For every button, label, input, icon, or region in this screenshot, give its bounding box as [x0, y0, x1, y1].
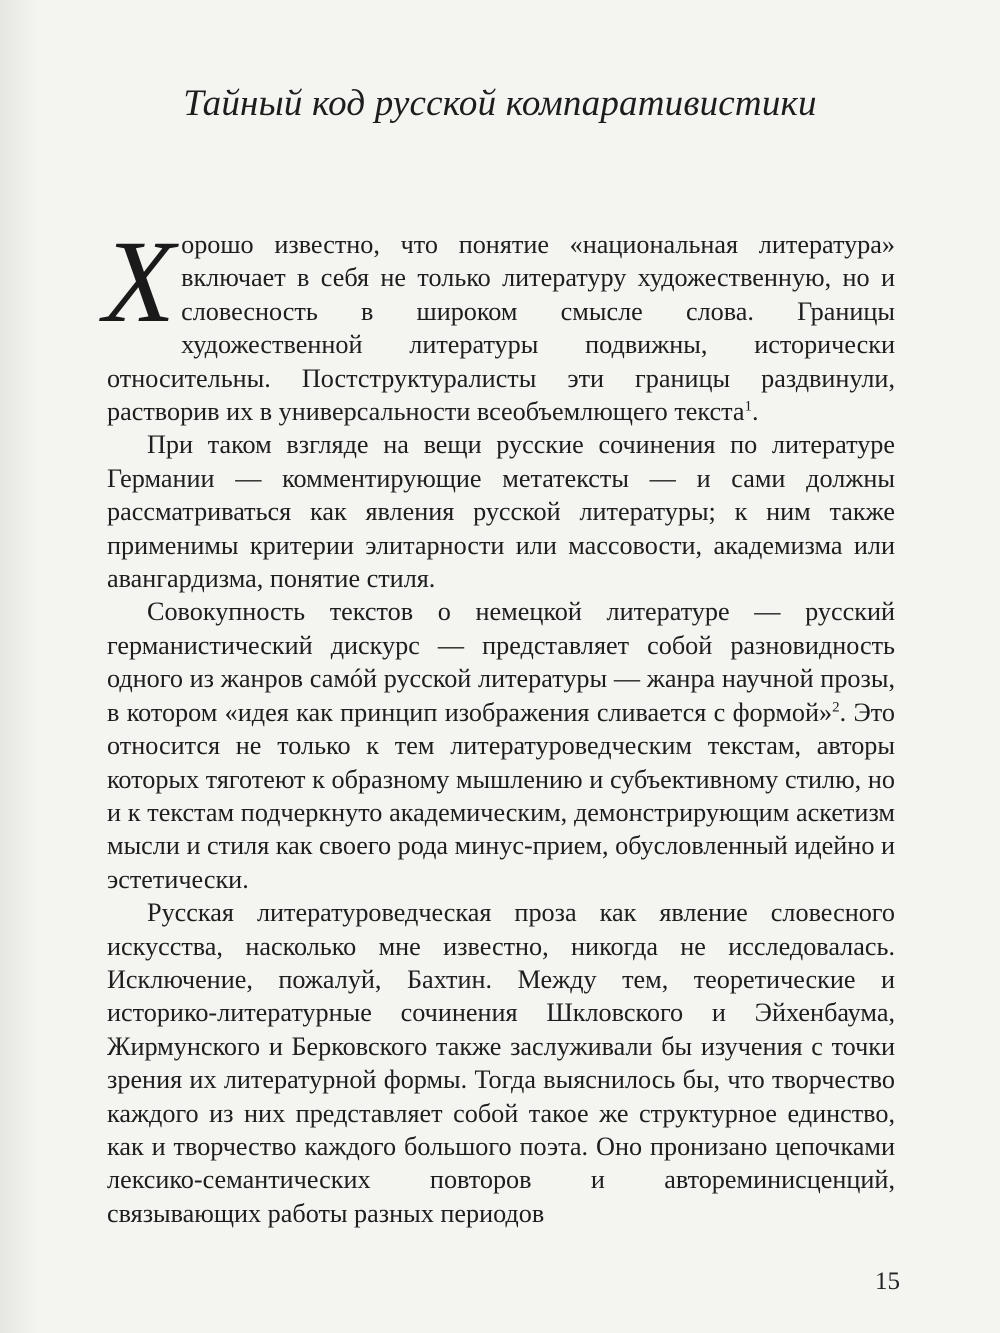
paragraph-3	[107, 595, 895, 896]
paragraph-1	[103, 216, 895, 428]
page-number: 15	[875, 1268, 900, 1295]
paragraph-text-tail: . Это относится не только к тем литературоведческим текстам, авторы которых тяготеют к образному мышлению и субъективному стилю, но и к текстам подчеркнуто академическим, демонстрирующим аскетизм мысли и стиля как своего рода минус-прием, обусловленный идейно и эстетически.	[107, 697, 895, 894]
paragraph-text-tail: .	[751, 397, 759, 427]
chapter-title: Тайный код русской компаративистики	[183, 83, 817, 124]
paragraph-text: орошо известно, что понятие «национальная литература» включает в себя не только литературу художественную, но и словесность в широком смысле слова. Границы художественной литературы подвижны, исторически относительны. Постструктуралисты эти границы раздвинули, растворив их в универсальности всеобъемлющего текста	[107, 230, 895, 427]
page-gutter-shadow	[0, 0, 40, 1333]
body-text	[103, 216, 895, 1230]
footnote-ref-1: 1	[744, 398, 752, 415]
drop-cap: Х	[103, 216, 176, 347]
footnote-ref-2: 2	[832, 698, 840, 715]
paragraph-text: Русская литературоведческая проза как явление словесного искусства, насколько мне известно, никогда не исследовалась. Исключение, пожалуй, Бахтин. Между тем, теоретические и историко-литературные сочинения Шкловского и Эйхенбаума, Жирмунского и Берковского также заслуживали бы изучения с точки зрения их литературной формы. Тогда выяснилось бы, что творчество каждого из них представляет собой такое же структурное единство, как и творчество каждого большого поэта. Оно пронизано цепочками лексико-семантических повторов и автореминисценций, связывающих работы разных периодов	[107, 898, 895, 1228]
paragraph-text: Совокупность текстов о немецкой литературе — русский германистический дискурс — представляет собой разновидность одного из жанров самóй русской литературы — жанра научной прозы, в котором «идея как принцип изображения сливается с формой»	[107, 597, 895, 727]
paragraph-text: При таком взгляде на вещи русские сочинения по литературе Германии — комментирующие метатексты — и сами должны рассматриваться как явления русской литературы; к ним также применимы критерии элитарности или массовости, академизма или авангардизма, понятие стиля.	[107, 430, 895, 594]
paragraph-4	[107, 896, 895, 1230]
paragraph-2	[107, 428, 895, 595]
